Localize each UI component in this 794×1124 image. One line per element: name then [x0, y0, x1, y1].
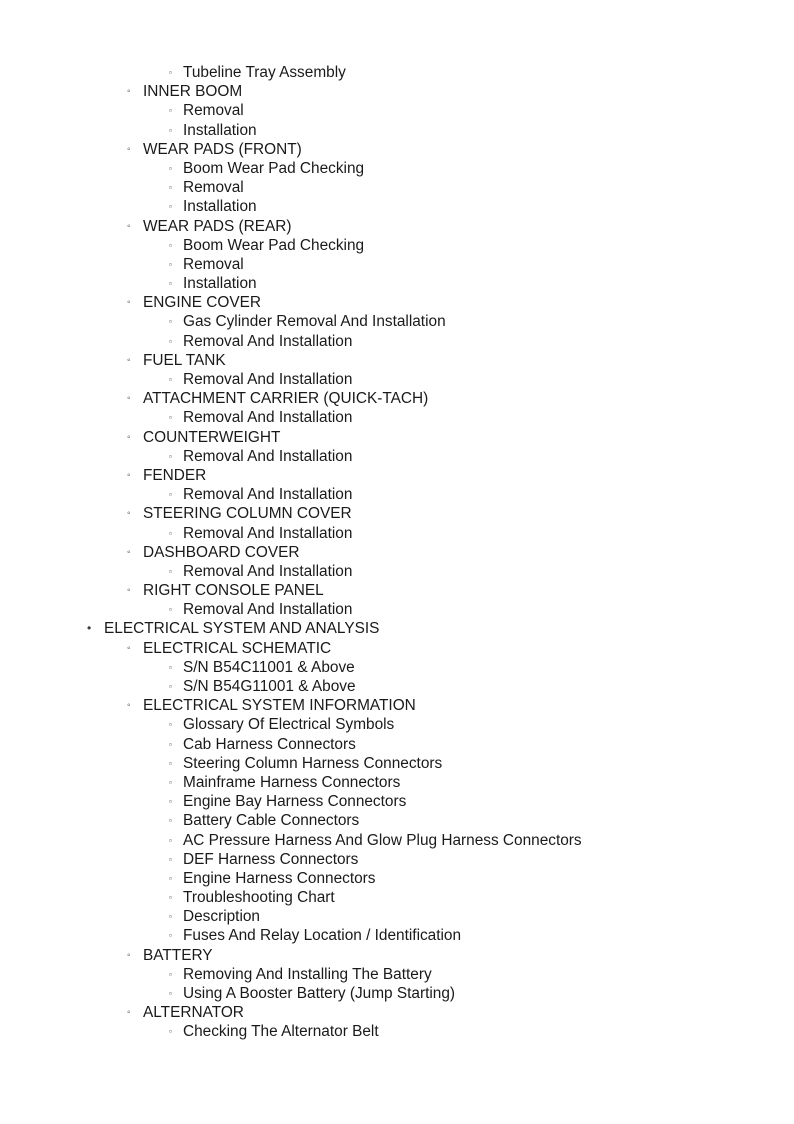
- item-label: Description: [183, 908, 260, 926]
- circle-bullet-icon: ◦: [127, 642, 131, 654]
- item-label: DASHBOARD COVER: [143, 543, 300, 561]
- circle-bullet-icon: ◦: [127, 86, 131, 98]
- square-bullet-icon: ▫: [169, 835, 172, 845]
- topic-item: [0, 408, 794, 427]
- circle-bullet-icon: ◦: [127, 1007, 131, 1019]
- circle-bullet-icon: ◦: [127, 585, 131, 597]
- item-label: Troubleshooting Chart: [183, 889, 335, 907]
- square-bullet-icon: ▫: [169, 893, 172, 903]
- item-label: Removal And Installation: [183, 486, 353, 504]
- topic-item: [0, 562, 794, 581]
- topic-item: [0, 926, 794, 945]
- subsection-item: [0, 466, 794, 485]
- square-bullet-icon: ▫: [169, 451, 172, 461]
- item-label: Cab Harness Connectors: [183, 735, 356, 753]
- item-label: Removing And Installing The Battery: [183, 965, 432, 983]
- circle-bullet-icon: ◦: [127, 700, 131, 712]
- item-label: ENGINE COVER: [143, 294, 262, 312]
- square-bullet-icon: ▫: [169, 758, 172, 768]
- item-label: S/N B54G11001 & Above: [183, 678, 356, 695]
- subsection-item: [0, 389, 794, 408]
- square-bullet-icon: ▫: [169, 682, 172, 691]
- item-label: Engine Bay Harness Connectors: [183, 793, 407, 811]
- square-bullet-icon: ▫: [169, 989, 172, 998]
- topic-item: [0, 274, 794, 293]
- subsection-item: [0, 428, 794, 447]
- item-label: Steering Column Harness Connectors: [183, 754, 443, 772]
- topic-item: [0, 332, 794, 351]
- item-label: FUEL TANK: [143, 351, 226, 369]
- square-bullet-icon: ▫: [169, 854, 172, 864]
- item-label: Removal And Installation: [183, 601, 353, 619]
- square-bullet-icon: ▫: [169, 662, 172, 672]
- item-label: ATTACHMENT CARRIER (QUICK-TACH): [143, 390, 429, 408]
- circle-bullet-icon: ◦: [127, 469, 131, 481]
- square-bullet-icon: ▫: [169, 912, 172, 922]
- topic-item: [0, 792, 794, 811]
- square-bullet-icon: ▫: [169, 413, 172, 423]
- topic-item: [0, 178, 794, 197]
- subsection-item: [0, 351, 794, 370]
- square-bullet-icon: ▫: [169, 317, 172, 327]
- item-label: RIGHT CONSOLE PANEL: [143, 582, 324, 600]
- item-label: ELECTRICAL SYSTEM AND ANALYSIS: [104, 620, 380, 638]
- circle-bullet-icon: ◦: [127, 393, 131, 405]
- item-label: Mainframe Harness Connectors: [183, 773, 401, 791]
- square-bullet-icon: ▫: [169, 106, 172, 116]
- circle-bullet-icon: ◦: [127, 508, 131, 520]
- subsection-item: [0, 217, 794, 236]
- topic-item: [0, 485, 794, 504]
- topic-item: [0, 255, 794, 274]
- topic-item: [0, 121, 794, 140]
- item-label: Installation: [183, 275, 257, 293]
- square-bullet-icon: ▫: [169, 240, 172, 250]
- item-label: Battery Cable Connectors: [183, 812, 360, 830]
- item-label: Installation: [183, 121, 257, 139]
- square-bullet-icon: ▫: [169, 336, 172, 346]
- item-label: Glossary Of Electrical Symbols: [183, 716, 395, 734]
- item-label: BATTERY: [143, 946, 213, 964]
- topic-item: [0, 754, 794, 773]
- circle-bullet-icon: ◦: [127, 220, 131, 232]
- item-label: Checking The Alternator Belt: [183, 1023, 379, 1041]
- square-bullet-icon: ▫: [169, 931, 172, 941]
- item-label: Removal And Installation: [183, 409, 353, 427]
- item-label: WEAR PADS (FRONT): [143, 140, 302, 158]
- item-label: Gas Cylinder Removal And Installation: [183, 313, 446, 331]
- topic-item: [0, 965, 794, 984]
- topic-item: [0, 197, 794, 216]
- square-bullet-icon: ▫: [169, 816, 172, 826]
- topic-item: [0, 811, 794, 830]
- topic-item: [0, 658, 794, 677]
- topic-item: [0, 447, 794, 466]
- subsection-item: [0, 639, 794, 658]
- topic-item: [0, 735, 794, 754]
- square-bullet-icon: ▫: [169, 528, 172, 538]
- subsection-item: [0, 82, 794, 101]
- table-of-contents: [0, 63, 794, 1042]
- topic-item: [0, 370, 794, 389]
- item-label: Removal: [183, 255, 244, 273]
- topic-item: [0, 236, 794, 255]
- topic-item: [0, 869, 794, 888]
- subsection-item: [0, 581, 794, 600]
- item-label: Fuses And Relay Location / Identification: [183, 927, 462, 945]
- square-bullet-icon: ▫: [169, 125, 172, 135]
- subsection-item: [0, 504, 794, 523]
- topic-item: [0, 600, 794, 619]
- item-label: INNER BOOM: [143, 83, 243, 101]
- bullet-icon: •: [87, 621, 92, 636]
- circle-bullet-icon: ◦: [127, 546, 131, 558]
- item-label: Removal And Installation: [183, 332, 353, 350]
- square-bullet-icon: ▫: [169, 1027, 172, 1037]
- topic-item: [0, 984, 794, 1003]
- square-bullet-icon: ▫: [169, 183, 172, 193]
- item-label: STEERING COLUMN COVER: [143, 505, 352, 523]
- topic-item: [0, 715, 794, 734]
- topic-item: [0, 850, 794, 869]
- topic-item: [0, 831, 794, 850]
- item-label: AC Pressure Harness And Glow Plug Harness Connectors: [183, 831, 582, 849]
- topic-item: [0, 1022, 794, 1041]
- item-label: Removal: [183, 102, 244, 120]
- topic-item: [0, 101, 794, 120]
- subsection-item: [0, 946, 794, 965]
- subsection-item: [0, 140, 794, 159]
- topic-item: [0, 677, 794, 696]
- square-bullet-icon: ▫: [169, 720, 172, 730]
- square-bullet-icon: ▫: [169, 605, 172, 615]
- item-label: Boom Wear Pad Checking: [183, 236, 365, 254]
- item-label: Removal And Installation: [183, 524, 353, 542]
- item-label: Installation: [183, 198, 257, 216]
- item-label: WEAR PADS (REAR): [143, 217, 292, 235]
- topic-item: [0, 159, 794, 178]
- square-bullet-icon: ▫: [169, 969, 172, 979]
- square-bullet-icon: ▫: [169, 163, 172, 173]
- item-label: Boom Wear Pad Checking: [183, 159, 365, 177]
- circle-bullet-icon: ◦: [127, 431, 131, 443]
- item-label: S/N B54C11001 & Above: [183, 658, 355, 676]
- square-bullet-icon: ▫: [169, 777, 172, 787]
- topic-item: [0, 524, 794, 543]
- item-label: ELECTRICAL SCHEMATIC: [143, 639, 332, 657]
- item-label: DEF Harness Connectors: [183, 850, 359, 868]
- subsection-item: [0, 543, 794, 562]
- topic-item: [0, 773, 794, 792]
- square-bullet-icon: ▫: [169, 739, 172, 749]
- item-label: ELECTRICAL SYSTEM INFORMATION: [143, 697, 416, 715]
- circle-bullet-icon: ◦: [127, 297, 131, 309]
- item-label: FENDER: [143, 466, 207, 484]
- subsection-item: [0, 1003, 794, 1022]
- subsection-item: [0, 696, 794, 715]
- item-label: Using A Booster Battery (Jump Starting): [183, 985, 456, 1002]
- square-bullet-icon: ▫: [169, 375, 172, 384]
- square-bullet-icon: ▫: [169, 259, 172, 269]
- item-label: ALTERNATOR: [143, 1004, 244, 1022]
- topic-item: [0, 312, 794, 331]
- item-label: Removal And Installation: [183, 371, 353, 388]
- square-bullet-icon: ▫: [169, 873, 172, 883]
- topic-item: [0, 907, 794, 926]
- square-bullet-icon: ▫: [169, 279, 172, 289]
- section-heading: [0, 619, 794, 638]
- square-bullet-icon: ▫: [169, 797, 172, 807]
- square-bullet-icon: ▫: [169, 566, 172, 576]
- circle-bullet-icon: ◦: [127, 949, 131, 961]
- topic-item: [0, 63, 794, 82]
- circle-bullet-icon: ◦: [127, 354, 131, 366]
- square-bullet-icon: ▫: [169, 490, 172, 500]
- item-label: Removal: [183, 179, 244, 197]
- circle-bullet-icon: ◦: [127, 143, 131, 155]
- subsection-item: [0, 293, 794, 312]
- item-label: Removal And Installation: [183, 447, 353, 465]
- square-bullet-icon: ▫: [169, 68, 172, 77]
- item-label: Removal And Installation: [183, 562, 353, 580]
- topic-item: [0, 888, 794, 907]
- item-label: Engine Harness Connectors: [183, 869, 376, 887]
- item-label: COUNTERWEIGHT: [143, 428, 281, 446]
- square-bullet-icon: ▫: [169, 202, 172, 212]
- item-label: Tubeline Tray Assembly: [183, 64, 346, 81]
